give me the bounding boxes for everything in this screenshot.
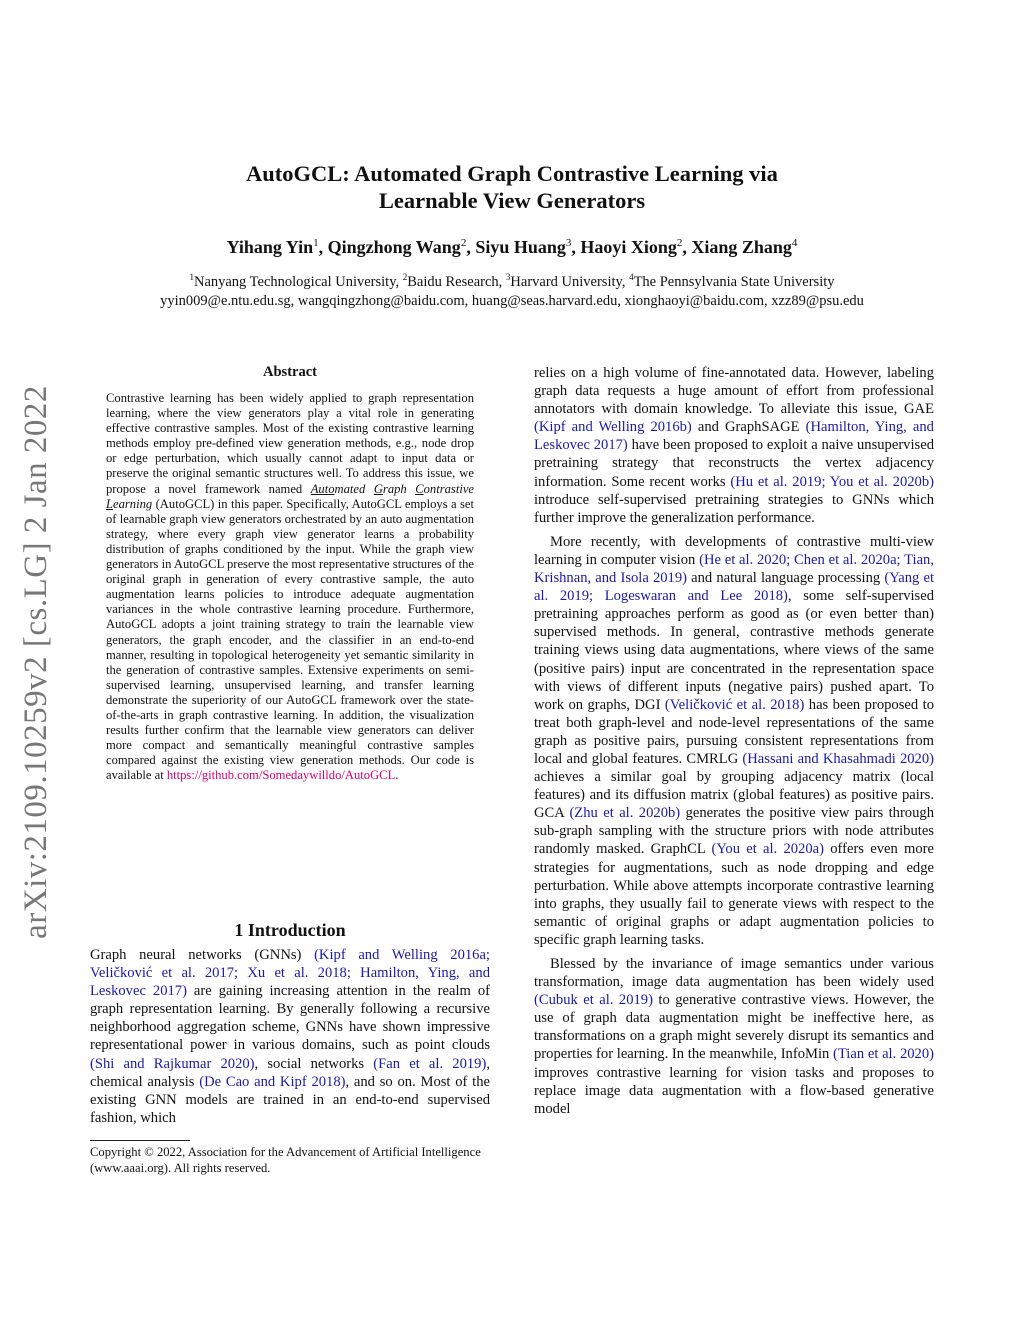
paragraph-text: has been proposed to treat both graph-level and node-level representations of the same graph as positive pairs, pursuing consistent representations from local and global features. CMRLG xyxy=(534,696,934,767)
citation-link[interactable]: (Fan et al. 2019) xyxy=(373,1055,487,1072)
citation-link[interactable]: (Zhu et al. 2020b) xyxy=(569,805,681,822)
paragraph-text: , social networks xyxy=(254,1055,374,1072)
author-name: Xiang Zhang xyxy=(691,237,792,257)
body-paragraph xyxy=(534,364,934,527)
author-list: Yihang Yin$^1$, Qingzhong Wang$^2$, Siyu Huang$^3$, Haoyi Xiong$^2$, Xiang Zhang$^4$ xyxy=(226,237,798,257)
citation-link[interactable]: (Shi and Rajkumar 2020) xyxy=(90,1055,255,1072)
name-part: raph xyxy=(382,481,407,496)
author-emails: yyin009@e.ntu.edu.sg, wangqingzhong@baidu.com, huang@seas.harvard.edu, xionghaoyi@baidu.com, xzz89@psu.edu xyxy=(160,292,864,309)
paragraph-text: relies on a high volume of fine-annotated data. However, labeling graph data requests a huge amount of effort from professional annotators with domain knowledge. To alleviate this issue, GAE xyxy=(534,365,934,418)
citation-link[interactable]: (You et al. 2020a) xyxy=(711,841,824,858)
paragraph-text: introduce self-supervised pretraining strategies to GNNs which further improve the generalization performance. xyxy=(534,491,934,526)
citation-link[interactable]: (Yang et al. 2019; Logeswaran and Lee 2018) xyxy=(534,570,934,605)
citation-link[interactable]: (Veličković et al. 2018) xyxy=(664,696,805,713)
author-affil-mark: 2 xyxy=(676,237,683,249)
paper-title xyxy=(0,160,1024,214)
paragraph-text: Graph neural networks (GNNs) xyxy=(90,947,315,963)
affiliation: Harvard University xyxy=(510,273,622,290)
section-heading-introduction: 1 Introduction xyxy=(234,920,346,940)
abstract-body xyxy=(106,391,474,783)
paragraph-text: , chemical analysis xyxy=(90,1055,490,1090)
affiliation: The Pennsylvania State University xyxy=(633,273,835,290)
arxiv-identifier: arXiv:2109.10259v2 [cs.LG] 2 Jan 2022 xyxy=(18,385,54,939)
name-part: C xyxy=(415,481,424,496)
affil-mark: 1 xyxy=(189,272,194,282)
intro-paragraph xyxy=(90,946,490,1127)
name-part: L xyxy=(106,496,114,511)
paragraph-text: Blessed by the invariance of image semantics under various transformation, image data augmentation has been widely used xyxy=(534,956,934,991)
abstract-heading: Abstract xyxy=(263,364,317,380)
paragraph-text: and GraphSAGE xyxy=(691,419,806,436)
citation-link[interactable]: (Cubuk et al. 2019) xyxy=(534,992,653,1009)
abstract-text xyxy=(106,391,474,783)
author-name: Qingzhong Wang xyxy=(327,237,461,257)
affil-mark: 2 xyxy=(402,272,408,282)
right-column xyxy=(534,364,934,1124)
abstract-text-part: Contrastive learning has been widely applied to graph representation learning, where the view generators play a vital role in generating effective contrastive samples. Most of the existing contrastive learning methods employ pre-defined view generation methods, e.g., node drop or edge perturbation, which usually cannot adapt to input data or preserve the original semantic structures well. To address this issue, we propose a novel framework named xyxy=(106,391,474,496)
name-part: earning xyxy=(113,496,153,511)
body-paragraph xyxy=(534,955,934,1118)
citation-link[interactable]: (Tian et al. 2020) xyxy=(833,1046,934,1063)
code-link[interactable]: https://github.com/Somedaywilldo/AutoGCL xyxy=(166,768,396,783)
affil-mark: 3 xyxy=(505,272,511,282)
name-part: G xyxy=(373,481,383,496)
paragraph-text: have been proposed to exploit a naive unsupervised pretraining strategy that reconstructs the vertex adjacency information. Some recent works xyxy=(534,437,934,490)
paragraph-text: are gaining increasing attention in the realm of graph representation learning. By generally following a recursive neighborhood aggregation scheme, GNNs have shown impressive representational power in various domains, such as point clouds xyxy=(90,983,490,1054)
paragraph-text: offers even more strategies for augmentations, such as node dropping and edge perturbation. While above attempts incorporate contrastive learning into graphs, they usually fail to generate views with respect to the semantic of original graphs or adapt augmentation policies to specific graph learning tasks. xyxy=(534,841,934,948)
paragraph-text: and natural language processing xyxy=(687,570,885,587)
paragraph-text: to generative contrastive views. However, the use of graph data augmentation might be ineffective here, as transformations on a graph might severely disrupt its semantics and properties for learning. In the meanwhile, InfoMin xyxy=(534,992,934,1063)
copyright-footnote: Copyright © 2022, Association for the Advancement of Artificial Intelligence (www.aaai.org). All rights reserved. xyxy=(90,1145,481,1175)
title-line-2: Learnable View Generators xyxy=(378,188,646,213)
affiliation-line: $^1$Nanyang Technological University, $^2$Baidu Research, $^3$Harvard University, $^4$The Pennsylvania State University xyxy=(189,272,835,290)
affil-mark: 4 xyxy=(629,272,634,282)
body-paragraph xyxy=(534,533,934,949)
paragraph-text: improves contrastive learning for vision tasks and proposes to replace image data augmentation with a flow-based generative model xyxy=(534,1064,934,1117)
citation-link[interactable]: (Kipf and Welling 2016b) xyxy=(534,419,692,436)
author-affil-mark: 4 xyxy=(791,237,798,249)
affiliation: Baidu Research xyxy=(407,273,499,290)
author-affil-mark: 3 xyxy=(565,237,572,249)
abstract-text-part: (AutoGCL) in this paper. Specifically, AutoGCL employs a set of learnable graph view generators orchestrated by an auto augmentation strategy, where every graph view generator learns a probability distribution of graphs conditioned by the input. While the graph view generators in AutoGCL preserve the most representative structures of the original graph in generation of every contrastive sample, the auto augmentation learns policies to introduce adequate augmentation variances in the whole contrastive learning procedure. Furthermore, AutoGCL adopts a joint training strategy to train the learnable view generators, the graph encoder, and the classifier in an end-to-end manner, resulting in topological heterogeneity yet semantic similarity in the generation of contrastive samples. Extensive experiments on semi-supervised learning, unsupervised learning, and transfer learning demonstrate the superiority of our AutoGCL framework over the state-of-the-arts in graph contrastive learning. In addition, the visualization results further confirm that the learnable view generators can deliver more compact and semantically meaningful contrastive samples compared against the existing view generation methods. Our code is available at xyxy=(106,496,474,783)
citation-link[interactable]: (Hassani and Khasahmadi 2020) xyxy=(742,750,934,767)
paragraph-text: generates the positive view pairs through sub-graph sampling with the structure priors with node attributes randomly masked. GraphCL xyxy=(534,805,934,858)
title-line-1: AutoGCL: Automated Graph Contrastive Learning via xyxy=(246,161,778,186)
affiliation: Nanyang Technological University xyxy=(193,273,396,290)
paragraph-text: , and so on. Most of the existing GNN models are trained in an end-to-end supervised fashion, which xyxy=(90,1073,490,1126)
name-part: Auto xyxy=(310,481,335,496)
author-name: Haoyi Xiong xyxy=(580,237,677,257)
citation-link[interactable]: (He et al. 2020; Chen et al. 2020a; Tian, Krishnan, and Isola 2019) xyxy=(534,551,934,587)
paragraph-text: , some self-supervised pretraining approaches perform as good as (or even better than) supervised methods. In general, contrastive methods generate training views using data augmentations, where views of the same (positive pairs) input are concentrated in the representation space with views of different inputs (negative pairs) pushed apart. To work on graphs, DGI xyxy=(534,588,934,713)
affiliations xyxy=(0,268,1024,311)
citation-link[interactable]: (De Cao and Kipf 2018) xyxy=(199,1073,346,1090)
citation-link[interactable]: (Hu et al. 2019; You et al. 2020b) xyxy=(730,473,934,490)
author-name: Yihang Yin xyxy=(226,237,314,257)
author-name: Siyu Huang xyxy=(475,237,566,257)
paragraph-text: achieves a similar goal by grouping adjacency matrix (local features) and its diffusion matrix (global features) as positive pairs. GCA xyxy=(534,769,934,822)
footnote-rule xyxy=(90,1140,190,1141)
name-part: mated xyxy=(334,481,374,496)
citation-link[interactable]: (Hamilton, Ying, and Leskovec 2017) xyxy=(534,419,934,454)
paragraph-text: More recently, with developments of contrastive multi-view learning in computer vision xyxy=(534,533,934,568)
citation-link[interactable]: (Kipf and Welling 2016a; Veličković et al. 2017; Xu et al. 2018; Hamilton, Ying, and Leskovec 2017) xyxy=(90,947,490,1000)
author-affil-mark: 2 xyxy=(460,237,467,249)
abstract-text-part: . xyxy=(395,768,399,783)
author-affil-mark: 1 xyxy=(313,237,319,249)
name-part: ontrastive xyxy=(423,481,474,496)
